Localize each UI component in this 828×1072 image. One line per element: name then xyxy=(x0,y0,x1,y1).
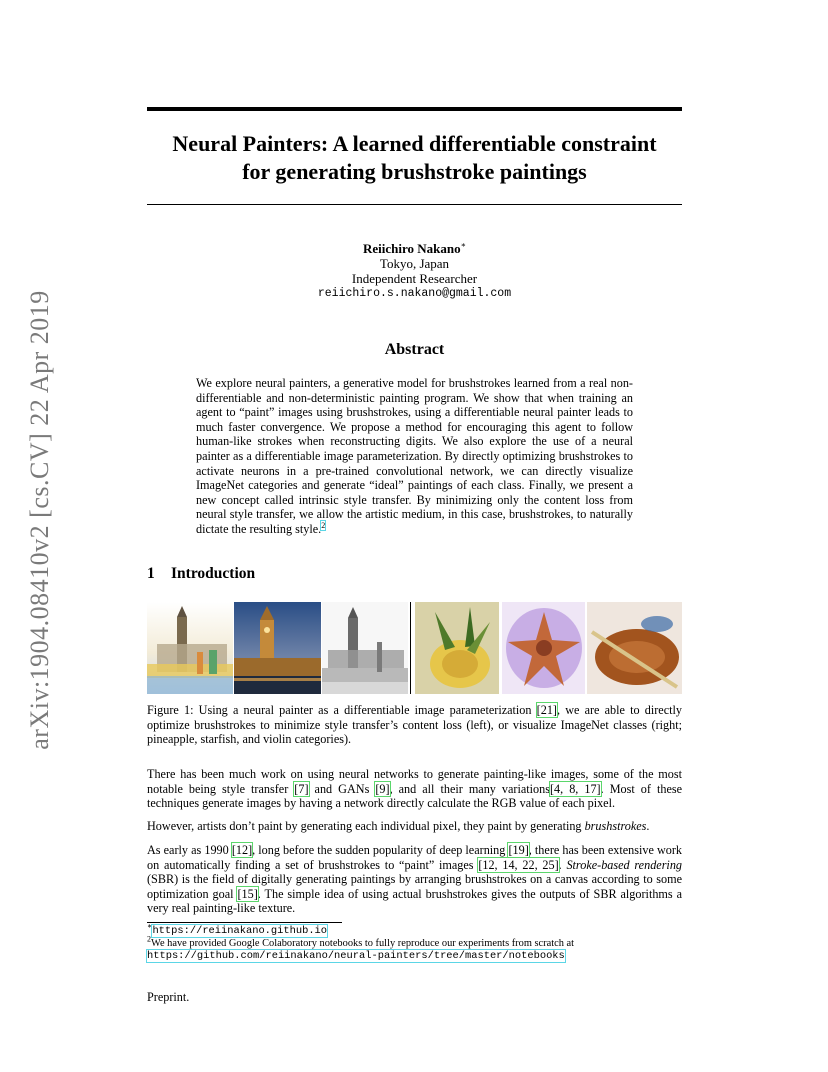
figure-divider xyxy=(410,602,411,694)
abstract-footnote-link[interactable]: 2 xyxy=(321,520,326,530)
homepage-link[interactable]: https://reiinakano.github.io xyxy=(152,925,328,937)
section-title: Introduction xyxy=(171,565,256,582)
footnote-1 xyxy=(147,921,682,938)
p3-text-4: . xyxy=(558,857,567,872)
p1-text-2: and GANs xyxy=(308,781,376,796)
title-line-1: Neural Painters: A learned differentiable constraint xyxy=(172,131,657,156)
intro-paragraph-2 xyxy=(147,819,682,834)
author-block xyxy=(147,241,682,301)
footnote-1-mark: ∗ xyxy=(147,921,153,931)
intro-paragraph-1 xyxy=(147,767,682,811)
footnote-2-text: We have provided Google Colaboratory notebooks to fully reproduce our experiments from scratch at xyxy=(151,937,575,949)
citation-link[interactable]: [19] xyxy=(508,843,529,857)
figure-tile-city-painted xyxy=(147,602,233,694)
figure-1-caption xyxy=(147,703,682,747)
caption-text-1: Figure 1: Using a neural painter as a differentiable image parameterization xyxy=(147,703,537,717)
p3-emphasis: Stroke-based rendering xyxy=(566,857,683,872)
citation-link[interactable]: [12, 14, 22, 25] xyxy=(478,857,559,872)
citation-link[interactable]: [12] xyxy=(231,843,253,857)
figure-1-images xyxy=(147,602,682,694)
preprint-label: Preprint. xyxy=(147,990,190,1004)
citation-link[interactable]: [9] xyxy=(375,781,390,796)
figure-tile-city-strokes xyxy=(322,602,408,694)
citation-link[interactable]: [21] xyxy=(536,703,557,717)
abstract-text xyxy=(196,376,633,537)
footnotes xyxy=(147,921,682,963)
citation-link[interactable]: [4, 8, 17] xyxy=(549,781,601,796)
figure-tile-pineapple xyxy=(415,602,499,694)
footnote-2 xyxy=(147,934,682,951)
footnote-2-url-line xyxy=(147,950,682,963)
p3-text-5: (SBR) is the field of digitally generating paintings by arranging brushstrokes on a canvas according to some optimization goal xyxy=(147,872,682,901)
paper-title xyxy=(147,130,682,186)
author-affiliation: Independent Researcher xyxy=(351,271,478,286)
title-line-2: for generating brushstroke paintings xyxy=(242,159,587,184)
p3-text-3: , there has been extensive work on automatically finding a set of brushstrokes to “paint” images xyxy=(147,843,682,872)
author-location: Tokyo, Japan xyxy=(379,256,450,271)
p3-text-1: As early as 1990 xyxy=(147,843,232,857)
p2-emphasis: brushstrokes xyxy=(584,819,647,833)
author-footnote-mark[interactable]: ∗ xyxy=(460,240,467,250)
caption-text-2: , we are able to directly optimize brushstrokes to minimize style transfer’s content loss (left), or visualize ImageNet classes (right; pineapple, starfish, and violin categories). xyxy=(147,703,682,747)
title-top-rule xyxy=(147,107,682,111)
citation-link[interactable]: [7] xyxy=(294,781,309,796)
author-line xyxy=(147,241,682,256)
abstract-heading: Abstract xyxy=(384,341,445,358)
figure-tile-starfish xyxy=(502,602,585,694)
abstract-body: We explore neural painters, a generative model for brushstrokes learned from a real non-differentiable and non-deterministic painting program. We show that when training an agent to “paint” images using brushstrokes, using a differentiable neural painter leads to much faster convergence. We propose a method for encouraging this agent to follow human-like strokes when reconstructing digits. We also explore the use of a neural painter as a differentiable image parameterization. By directly optimizing brushstrokes to activate neurons in a pre-trained convolutional network, we can directly visualize ImageNet categories and generate “ideal” paintings of each class. Finally, we present a new concept called intrinsic style transfer. By minimizing only the content loss from neural style transfer, we allow the artistic medium, in this case, brushstrokes, to naturally dictate the resulting style. xyxy=(196,376,633,536)
footnote-rule xyxy=(147,922,342,923)
arxiv-identifier-text: arXiv:1904.08410v2 [cs.CV] 22 Apr 2019 xyxy=(25,290,54,750)
p1-text-3: , and all their many variations xyxy=(389,781,550,796)
figure-tile-violin xyxy=(587,602,682,694)
notebooks-link[interactable]: https://github.com/reiinakano/neural-painters/tree/master/notebooks xyxy=(147,950,565,963)
footnote-2-mark: 2 xyxy=(147,934,151,944)
citation-link[interactable]: [15] xyxy=(237,886,258,901)
p2-text-1: However, artists don’t paint by generating each individual pixel, they paint by generating xyxy=(147,819,585,833)
p2-text-2: . xyxy=(646,819,650,833)
intro-paragraph-3 xyxy=(147,843,682,916)
section-heading xyxy=(147,565,255,583)
p1-text-1: There has been much work on using neural networks to generate painting-like images, some of the most notable being style transfer xyxy=(147,767,682,796)
section-number: 1 xyxy=(147,565,155,582)
author-email: reiichiro.s.nakano@gmail.com xyxy=(317,287,512,300)
figure-tile-city-photo xyxy=(234,602,321,694)
p1-text-4: . Most of these techniques generate images by having a network directly calculate the RGB value of each pixel. xyxy=(147,781,682,811)
author-name: Reiichiro Nakano xyxy=(362,241,461,256)
p3-text-6: . The simple idea of using actual brushstrokes gives the outputs of SBR algorithms a very real painting-like texture. xyxy=(147,886,682,916)
p3-text-2: , long before the sudden popularity of deep learning xyxy=(252,843,509,857)
title-bottom-rule xyxy=(147,204,682,205)
